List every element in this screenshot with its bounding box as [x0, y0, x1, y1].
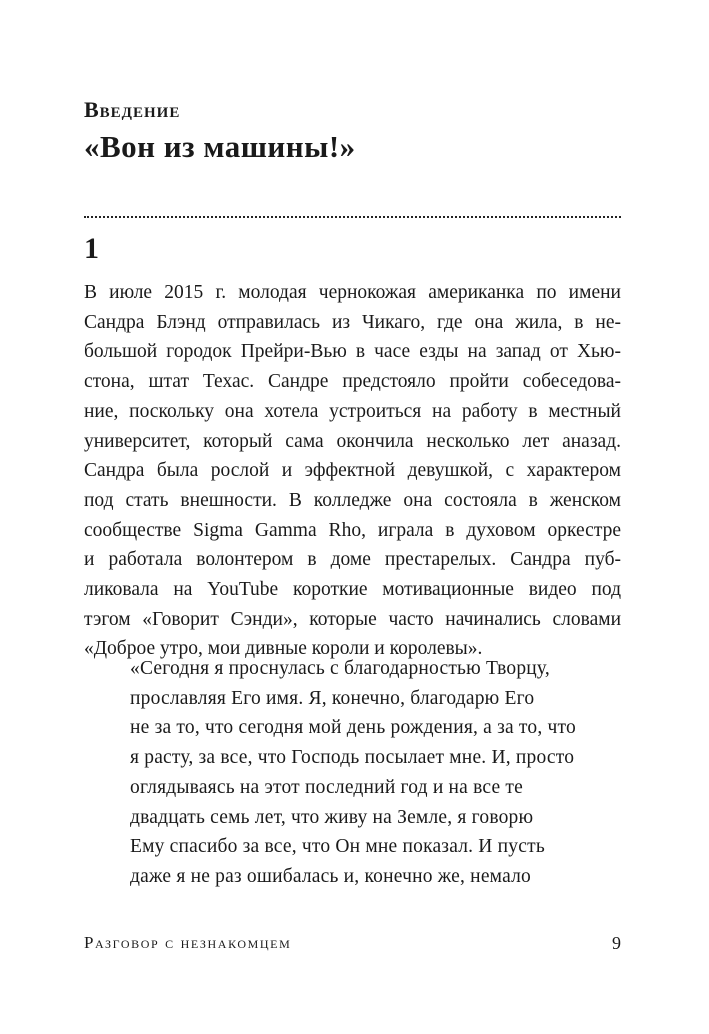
quote-line: двадцать семь лет, что живу на Земле, я говорю	[130, 806, 534, 828]
body-line: «Доброе утро, мои дивные короли и королевы».	[84, 638, 483, 660]
block-quote	[130, 654, 580, 892]
quote-line: прославляя Его имя. Я, конечно, благодарю Его	[130, 687, 535, 709]
page-number: 9	[612, 933, 621, 953]
quote-line: я расту, за все, что Господь посылает мне. И, просто	[130, 747, 575, 769]
body-line: и работала волонтером в доме престарелых. Сандра пуб-	[84, 549, 621, 571]
quote-line: не за то, что сегодня мой день рождения, а за то, что	[130, 717, 576, 739]
body-line: под стать внешности. В колледже она состояла в женском	[84, 489, 621, 511]
chapter-title: «Вон из машины!»	[84, 129, 356, 164]
section-number: 1	[84, 232, 99, 265]
quote-line: даже я не раз ошибалась и, конечно же, немало	[130, 865, 531, 887]
quote-line: оглядываясь на этот последний год и на все те	[130, 776, 523, 798]
body-paragraph	[84, 278, 621, 664]
body-line: Сандра была рослой и эффектной девушкой, с характером	[84, 460, 621, 482]
chapter-kicker: Введение	[84, 97, 181, 122]
body-line: большой городок Прейри-Вью в часе езды на запад от Хью-	[84, 341, 621, 363]
body-line: тэгом «Говорит Сэнди», которые часто начинались словами	[84, 608, 621, 630]
body-line: Сандра Блэнд отправилась из Чикаго, где она жила, в не-	[84, 311, 621, 333]
body-line: университет, который сама окончила несколько лет аназад.	[84, 430, 621, 452]
dotted-divider	[84, 216, 621, 218]
running-footer-title: Разговор с незнакомцем	[84, 933, 292, 952]
quote-line: «Сегодня я проснулась с благодарностью Творцу,	[130, 658, 550, 679]
body-line: В июле 2015 г. молодая чернокожая американка по имени	[84, 282, 621, 303]
body-line: сообществе Sigma Gamma Rho, играла в духовом оркестре	[84, 519, 621, 541]
body-line: ликовала на YouTube короткие мотивационные видео под	[84, 579, 621, 601]
quote-line: Ему спасибо за все, что Он мне показал. И пусть	[130, 836, 545, 858]
body-line: стона, штат Техас. Сандре предстояло пройти собеседова-	[84, 371, 621, 393]
body-line: ние, поскольку она хотела устроиться на работу в местный	[84, 400, 621, 422]
